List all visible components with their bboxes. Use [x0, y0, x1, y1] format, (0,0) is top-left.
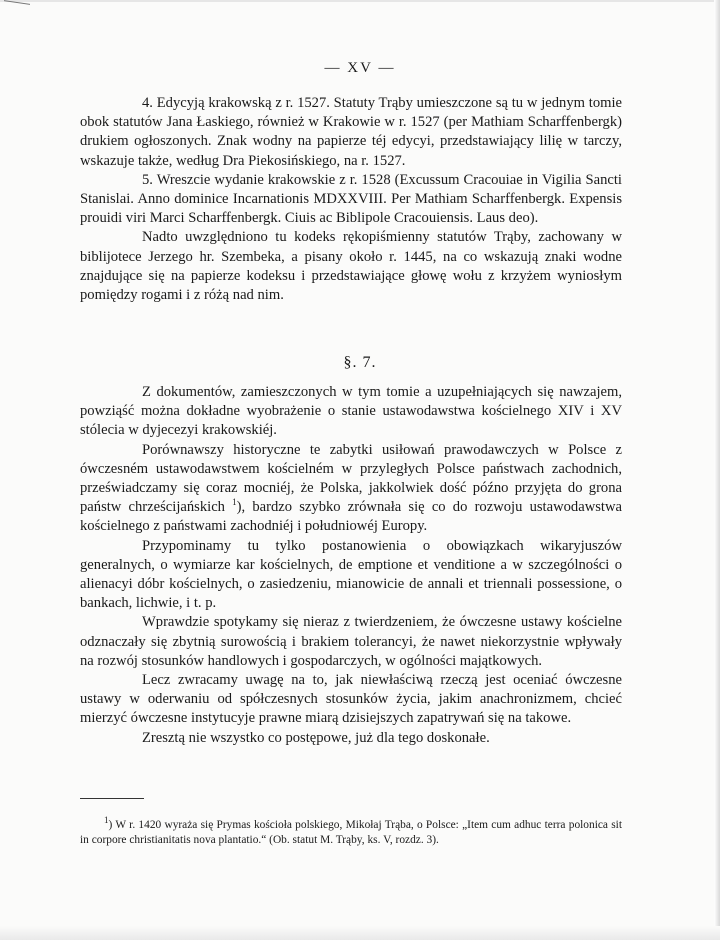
- paragraph-edition-5: 5. Wreszcie wydanie krakowskie z r. 1528 (Excussum Cracouiae in Vigilia Sancti Stanislai. Anno dominice Incarnationis MDXXVIII. Per Mathiam Scharffenbergk. Expensis prouidi viri Marci Scharffenbergk. Ciuis ac Biblipole Cracouiensis. Laus deo).: [80, 171, 622, 227]
- scan-edge-bottom: [0, 926, 720, 940]
- paragraph-comparison: [80, 441, 622, 537]
- paragraph-conclusion: Zresztą nie wszystko co postępowe, już dla tego doskonałe.: [142, 729, 490, 746]
- paragraph-documents: Z dokumentów, zamieszczonych w tym tomie a uzupełniających się nawzajem, powziąść można dokładne wyobrażenie o stanie ustawodawstwa kościelnego XIV i XV stólecia w dyjecezyi krakowskiéj.: [80, 384, 622, 439]
- text-block-section-7: [80, 383, 622, 748]
- paragraph-evaluation: Lecz zwracamy uwagę na to, jak niewłaściwą rzeczą jest oceniać ówczesne ustawy w oderwaniu od spółczesnych stosunków życia, jakim anachronizmem, chcieć mierzyć ówczesne instytucyje prawne miarą dzisiejszych zapatrywań się na takowe.: [80, 672, 622, 727]
- footnote-text: [80, 815, 622, 849]
- page-number-header: — XV —: [324, 60, 396, 76]
- scan-edge-right: [714, 0, 720, 940]
- text-block-editions: [80, 94, 622, 305]
- paragraph-comparison-text-cont: ), bardzo szybko zrównała się co do rozwoju ustawodawstwa kościelnego z państwami zachodniéj i południowéj Europy.: [80, 499, 622, 535]
- paragraph-criticism: Wprawdzie spotykamy się nieraz z twierdzeniem, że ówczesne ustawy kościelne odznaczały się zbytnią surowością i brakiem tolerancyi, że nawet niekorzystnie wpływały na rozwój stosunków handlowych i gospodarczych, w ogólności majątkowych.: [80, 614, 622, 669]
- scan-edge-top: [0, 0, 720, 2]
- paragraph-provisions: Przypominamy tu tylko postanowienia o obowiązkach wikaryjuszów generalnych, o wymiarze kar kościelnych, de emptione et venditione a w szczególności o alienacyi dóbr kościelnych, o zasiedzeniu, mianowicie de annali et triennali possessione, o bankach, lichwie, i t. p.: [80, 537, 622, 612]
- paragraph-manuscript: Nadto uwzględniono tu kodeks rękopiśmienny statutów Trąby, zachowany w biblijotece Jerzego hr. Szembeka, a pisany około r. 1445, na co wskazują znaki wodne znajdujące się na papierze kodeksu i przedstawiające głowę wołu z krzyżem wyniosłym pomiędzy rogami i z różą nad nim.: [80, 229, 622, 304]
- footnote-divider: [80, 798, 144, 799]
- section-heading: §. 7.: [343, 354, 377, 371]
- footnote-reference[interactable]: 1: [232, 497, 237, 508]
- footnote-marker: 1: [104, 815, 109, 826]
- footnote-body: ) W r. 1420 wyraża się Prymas kościoła polskiego, Mikołaj Trąba, o Polsce: „Item cum adhuc terra polonica sit in corpore christianitatis nova plantatio.“ (Ob. statut M. Trąby, ks. V, rozdz. 3).: [80, 819, 622, 847]
- paragraph-comparison-text: Porównawszy historyczne te zabytki usiłowań prawodawczych w Polsce z ówczesném ustawodawstwem kościelném w przyległych Polsce państwach zachodnich, przeświadczamy się coraz mocniéj, że Polska, jakkolwiek dość późno przyjęta do grona państw chrześcijańskich: [80, 441, 622, 516]
- footnote: [80, 815, 622, 849]
- paragraph-edition-4: 4. Edycyją krakowską z r. 1527. Statuty Trąby umieszczone są tu w jednym tomie obok statutów Jana Łaskiego, również w Krakowie w r. 1527 (per Mathiam Scharffenbergk) drukiem ogłoszonych. Znak wodny na papierze téj edycyi, przedstawiający lilię w tarczy, wskazuje także, według Dra Piekosińskiego, na r. 1527.: [80, 95, 622, 169]
